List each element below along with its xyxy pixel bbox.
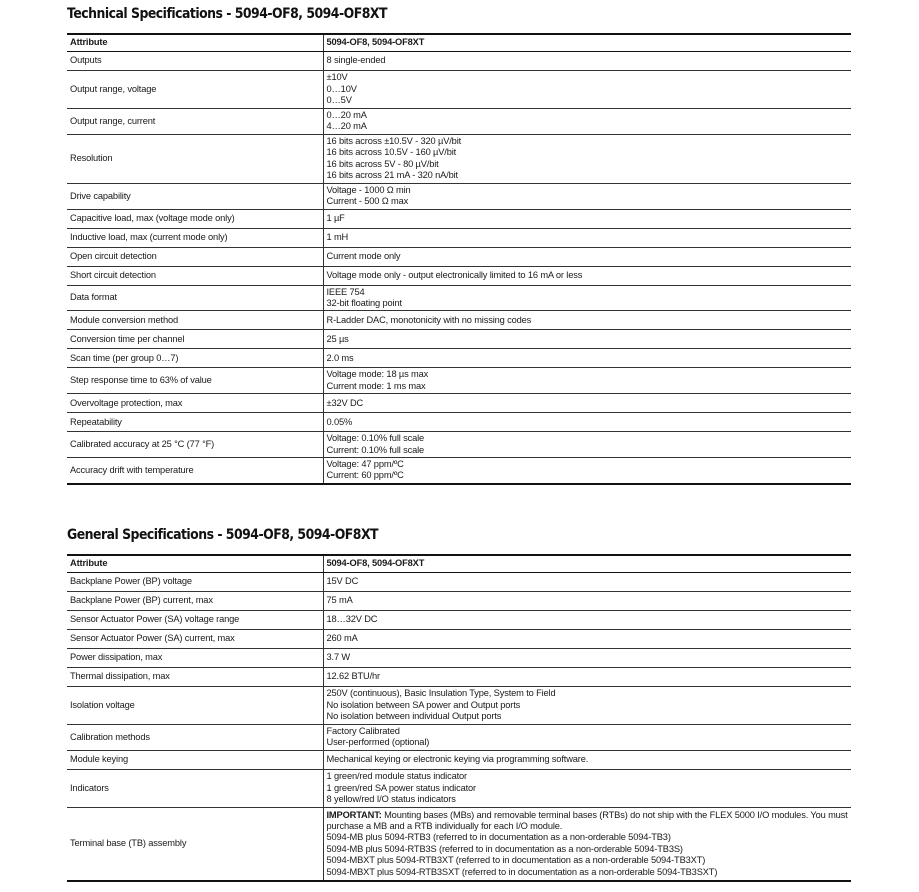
value-line: 5094-MBXT plus 5094-RTB3SXT (referred to in documentation as a non-orderable 5094-TB3SXT) — [326, 866, 718, 877]
value-line: Current: 60 ppm/ºC — [326, 470, 404, 481]
value-cell — [323, 109, 851, 135]
attribute-cell: Isolation voltage — [67, 687, 323, 725]
attribute-cell: Outputs — [67, 52, 323, 71]
table-row — [67, 807, 851, 881]
value-line: User-performed (optional) — [326, 737, 430, 748]
attribute-cell: Data format — [67, 285, 323, 311]
table-row — [67, 209, 851, 228]
value-line: Current mode only — [326, 250, 401, 261]
value-line: 260 mA — [326, 633, 358, 644]
table-row — [67, 311, 851, 330]
general-specifications-table — [67, 554, 851, 882]
attribute-cell: Open circuit detection — [67, 247, 323, 266]
value-line: 5094-MBXT plus 5094-RTB3XT (referred to in documentation as a non-orderable 5094-TB3XT) — [326, 855, 706, 866]
important-label: IMPORTANT: — [326, 809, 382, 820]
value-cell — [323, 247, 851, 266]
attribute-cell: Output range, current — [67, 109, 323, 135]
value-line: 16 bits across 10.5V - 160 µV/bit — [326, 147, 457, 158]
value-line: 0.05% — [326, 416, 353, 427]
table-header-row — [67, 555, 851, 573]
attribute-cell: Calibrated accuracy at 25 °C (77 °F) — [67, 432, 323, 458]
value-cell — [323, 725, 851, 751]
value-cell — [323, 687, 851, 725]
attribute-cell: Calibration methods — [67, 725, 323, 751]
value-line: 16 bits across 21 mA - 320 nA/bit — [326, 170, 458, 181]
attribute-cell: Accuracy drift with temperature — [67, 458, 323, 484]
value-cell — [323, 750, 851, 769]
table-row — [67, 458, 851, 484]
value-line: 250V (continuous), Basic Insulation Type, System to Field — [326, 688, 556, 699]
value-cell — [323, 228, 851, 247]
value-line: 1 green/red SA power status indicator — [326, 782, 476, 793]
attribute-cell: Output range, voltage — [67, 71, 323, 109]
attribute-cell: Drive capability — [67, 183, 323, 209]
attribute-cell: Thermal dissipation, max — [67, 668, 323, 687]
value-line: 16 bits across 5V - 80 µV/bit — [326, 158, 439, 169]
table-header-row — [67, 34, 851, 52]
table-row — [67, 349, 851, 368]
table-row — [67, 52, 851, 71]
attribute-cell: Power dissipation, max — [67, 649, 323, 668]
value-line: No isolation between individual Output ports — [326, 711, 502, 722]
value-line: 2.0 ms — [326, 352, 354, 363]
value-line: 75 mA — [326, 595, 353, 606]
table-row — [67, 611, 851, 630]
table-row — [67, 285, 851, 311]
value-line: Factory Calibrated — [326, 726, 400, 736]
header-model: 5094-OF8, 5094-OF8XT — [323, 555, 851, 573]
attribute-cell: Terminal base (TB) assembly — [67, 807, 323, 881]
attribute-cell: Sensor Actuator Power (SA) voltage range — [67, 611, 323, 630]
value-line: purchase a MB and a RTB individually for each I/O module. — [326, 821, 563, 831]
value-line: 0…10V — [326, 83, 357, 94]
attribute-cell: Conversion time per channel — [67, 330, 323, 349]
table-row — [67, 687, 851, 725]
value-cell — [323, 330, 851, 349]
table-row — [67, 71, 851, 109]
value-cell — [323, 349, 851, 368]
value-cell — [323, 52, 851, 71]
value-cell — [323, 611, 851, 630]
table-row — [67, 266, 851, 285]
attribute-cell: Capacitive load, max (voltage mode only) — [67, 209, 323, 228]
value-line: 15V DC — [326, 576, 359, 587]
table-row — [67, 330, 851, 349]
attribute-cell: Module keying — [67, 750, 323, 769]
value-cell — [323, 413, 851, 432]
table-row — [67, 630, 851, 649]
value-cell — [323, 432, 851, 458]
value-cell — [323, 592, 851, 611]
table-row — [67, 432, 851, 458]
table-row — [67, 228, 851, 247]
value-line: Voltage: 0.10% full scale — [326, 433, 425, 444]
technical-rows — [67, 52, 851, 484]
value-cell — [323, 573, 851, 592]
value-line: 18…32V DC — [326, 614, 378, 625]
value-line: 25 µs — [326, 333, 349, 344]
value-line: Current mode: 1 ms max — [326, 380, 426, 391]
value-line: 32-bit floating point — [326, 298, 402, 309]
value-line: Current - 500 Ω max — [326, 196, 409, 207]
value-line: ±10V — [326, 72, 348, 83]
value-cell — [323, 266, 851, 285]
attribute-cell: Sensor Actuator Power (SA) current, max — [67, 630, 323, 649]
table-row — [67, 725, 851, 751]
value-line: 5094-MB plus 5094-RTB3 (referred to in documentation as a non-orderable 5094-TB3) — [326, 832, 671, 843]
value-cell — [323, 209, 851, 228]
value-line: Current: 0.10% full scale — [326, 444, 425, 455]
value-cell — [323, 183, 851, 209]
value-line: No isolation between SA power and Output ports — [326, 699, 521, 710]
general-rows — [67, 573, 851, 881]
table-row — [67, 413, 851, 432]
value-cell — [323, 71, 851, 109]
value-line: 16 bits across ±10.5V - 320 µV/bit — [326, 136, 462, 146]
table-row — [67, 109, 851, 135]
table-row — [67, 394, 851, 413]
attribute-cell: Backplane Power (BP) voltage — [67, 573, 323, 592]
value-line: 1 mH — [326, 231, 349, 242]
attribute-cell: Scan time (per group 0…7) — [67, 349, 323, 368]
value-line: ±32V DC — [326, 397, 364, 408]
value-cell — [323, 668, 851, 687]
attribute-cell: Module conversion method — [67, 311, 323, 330]
value-cell — [323, 134, 851, 183]
value-line: 1 µF — [326, 212, 345, 223]
value-line: 8 single-ended — [326, 55, 386, 66]
attribute-cell: Indicators — [67, 769, 323, 807]
header-model: 5094-OF8, 5094-OF8XT — [323, 34, 851, 52]
value-cell — [323, 807, 851, 881]
value-line: IEEE 754 — [326, 286, 365, 297]
value-cell — [323, 769, 851, 807]
attribute-cell: Resolution — [67, 134, 323, 183]
attribute-cell: Repeatability — [67, 413, 323, 432]
table-row — [67, 247, 851, 266]
attribute-cell: Step response time to 63% of value — [67, 368, 323, 394]
table-row — [67, 183, 851, 209]
table-row — [67, 368, 851, 394]
value-cell — [323, 458, 851, 484]
value-line: Voltage - 1000 Ω min — [326, 184, 411, 195]
technical-specifications-table — [67, 33, 851, 485]
value-line: 5094-MB plus 5094-RTB3S (referred to in documentation as a non-orderable 5094-TB3S) — [326, 843, 683, 854]
general-specifications-title: General Specifications - 5094-OF8, 5094-OF8XT — [67, 527, 379, 543]
value-cell — [323, 630, 851, 649]
table-row — [67, 573, 851, 592]
technical-specifications-title: Technical Specifications - 5094-OF8, 5094-OF8XT — [67, 6, 387, 22]
value-line: Voltage mode only - output electronically limited to 16 mA or less — [326, 269, 583, 280]
attribute-cell: Short circuit detection — [67, 266, 323, 285]
table-row — [67, 649, 851, 668]
value-line: 12.62 BTU/hr — [326, 671, 380, 682]
value-line: 8 yellow/red I/O status indicators — [326, 794, 456, 805]
value-cell — [323, 311, 851, 330]
value-line — [327, 810, 849, 821]
table-row — [67, 134, 851, 183]
value-line: R-Ladder DAC, monotonicity with no missing codes — [326, 314, 532, 325]
attribute-cell: Backplane Power (BP) current, max — [67, 592, 323, 611]
table-row — [67, 750, 851, 769]
table-row — [67, 769, 851, 807]
value-line: 0…5V — [326, 95, 352, 106]
attribute-cell: Inductive load, max (current mode only) — [67, 228, 323, 247]
table-row — [67, 668, 851, 687]
header-attribute: Attribute — [67, 34, 323, 52]
header-attribute: Attribute — [67, 555, 323, 573]
value-line: 0…20 mA — [326, 110, 367, 120]
value-line: 4…20 mA — [326, 121, 367, 132]
table-row — [67, 592, 851, 611]
attribute-cell: Overvoltage protection, max — [67, 394, 323, 413]
value-cell — [323, 649, 851, 668]
value-cell — [323, 285, 851, 311]
value-line: Mechanical keying or electronic keying via programming software. — [326, 754, 589, 765]
value-line: 1 green/red module status indicator — [326, 771, 467, 782]
value-cell — [323, 368, 851, 394]
value-line: 3.7 W — [326, 652, 351, 663]
value-cell — [323, 394, 851, 413]
value-line: Voltage mode: 18 µs max — [326, 369, 429, 380]
value-line: Voltage: 47 ppm/ºC — [326, 459, 404, 470]
value-line-text: Mounting bases (MBs) and removable terminal bases (RTBs) do not ship with the FLEX 5000 I/O modules. You must — [384, 809, 848, 820]
